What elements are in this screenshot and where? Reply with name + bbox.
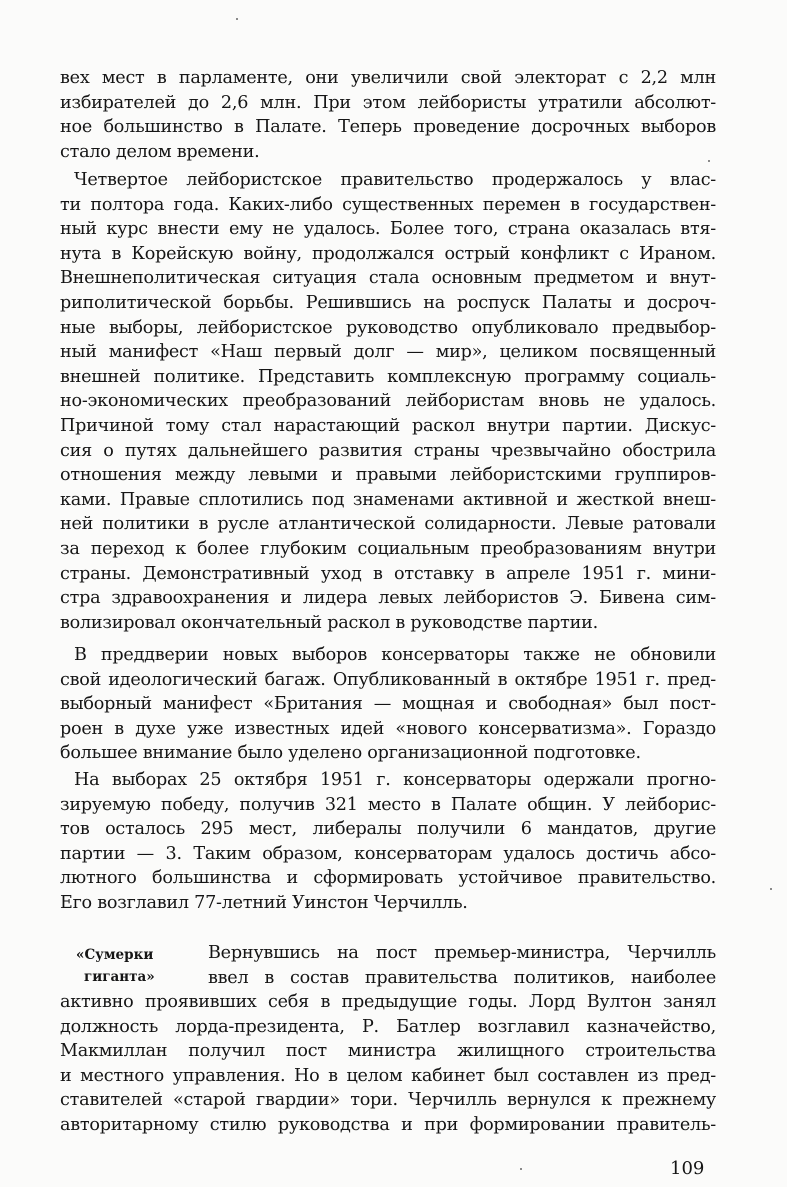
text-line: должность лорда-президента, Р. Батлер возглавил казначейство, — [60, 1016, 716, 1037]
text-line: волизировал окончательный раскол в руководстве партии. — [60, 612, 598, 633]
paragraph-4 — [60, 768, 716, 916]
text-line: выборный манифест «Британия — мощная и свободная» был пост- — [60, 694, 716, 715]
section-heading-line: гиганта» — [84, 969, 155, 985]
text-line: внешней политике. Представить комплексную программу социаль- — [60, 366, 716, 387]
text-line: ти полтора года. Каких-либо существенных перемен в государствен- — [60, 194, 716, 215]
text-line: отношения между левыми и правыми лейбористскими группиров- — [60, 465, 716, 486]
text-line: ный манифест «Наш первый долг — мир», целиком посвященный — [60, 342, 716, 363]
scan-speck — [708, 160, 710, 162]
section-heading — [76, 944, 196, 988]
text-line: ное большинство в Палате. Теперь проведение досрочных выборов — [60, 117, 716, 138]
text-line: вех мест в парламенте, они увеличили свой электорат с 2,2 млн — [60, 68, 716, 88]
paragraph-3 — [60, 643, 716, 766]
text-line: роен в духе уже известных идей «нового консерватизма». Гораздо — [60, 718, 716, 739]
text-line: ней политики в русле атлантической солидарности. Левые ратовали — [60, 514, 716, 535]
text-line: страны. Демонстративный уход в отставку в апреле 1951 г. мини- — [60, 563, 716, 584]
text-line: нута в Корейскую войну, продолжался острый конфликт с Ираном. — [60, 243, 716, 264]
text-line: и местного управления. Но в целом кабинет был составлен из пред- — [60, 1065, 716, 1086]
text-line: Четвертое лейбористское правительство продержалось у влас- — [74, 170, 716, 190]
text-line: стра здравоохранения и лидера левых лейбористов Э. Бивена сим- — [60, 588, 716, 609]
text-line: авторитарному стилю руководства и при формировании правитель- — [60, 1114, 716, 1135]
text-line: большее внимание было уделено организационной подготовке. — [60, 743, 641, 764]
text-line: Вернувшись на пост премьер-министра, Черчилль — [208, 943, 716, 963]
text-line: за переход к более глубоким социальным преобразованиям внутри — [60, 538, 716, 559]
text-line: избирателей до 2,6 млн. При этом лейбористы утратили абсолют- — [60, 92, 716, 113]
text-line: Его возглавил 77-летний Уинстон Черчилль. — [60, 892, 468, 913]
text-line: Внешнеполитическая ситуация стала основным предметом и внут- — [60, 268, 716, 289]
section-heading-line: «Сумерки — [76, 947, 154, 963]
text-line: риполитической борьбы. Решившись на роспуск Палаты и досроч- — [60, 292, 716, 313]
text-line: партии — 3. Таким образом, консерваторам удалось достичь абсо- — [60, 843, 716, 864]
text-line: ставителей «старой гвардии» тори. Черчилль вернулся к прежнему — [60, 1090, 716, 1111]
paragraph-2 — [60, 168, 716, 635]
text-line: ками. Правые сплотились под знаменами активной и жесткой внеш- — [60, 489, 716, 510]
text-line: лютного большинства и сформировать устойчивое правительство. — [60, 868, 716, 889]
text-line: свой идеологический багаж. Опубликованный в октябре 1951 г. пред- — [60, 669, 716, 690]
text-line: ввел в состав правительства политиков, наиболее — [208, 967, 716, 988]
text-line: В преддверии новых выборов консерваторы также не обновили — [74, 645, 716, 665]
scan-speck — [520, 1168, 522, 1170]
text-line: ные выборы, лейбористское руководство опубликовало предвыбор- — [60, 317, 716, 338]
text-line: На выборах 25 октября 1951 г. консерваторы одержали прогно- — [74, 770, 716, 790]
text-line: сия о путях дальнейшего развития страны чрезвычайно обострила — [60, 440, 716, 461]
text-line: тов осталось 295 мест, либералы получили 6 мандатов, другие — [60, 819, 716, 840]
paragraph-1 — [60, 66, 716, 164]
paragraph-5 — [60, 990, 716, 1138]
text-line: ный курс внести ему не удалось. Более того, страна оказалась втя- — [60, 219, 716, 240]
text-line: но-экономических преобразований лейбористам вновь не удалось. — [60, 391, 716, 412]
text-line: Макмиллан получил пост министра жилищного строительства — [60, 1041, 716, 1062]
paragraph-5-indented — [208, 941, 716, 990]
text-line: Причиной тому стал нарастающий раскол внутри партии. Дискус- — [60, 415, 716, 436]
text-line: зируемую победу, получив 321 место в Палате общин. У лейборис- — [60, 794, 716, 815]
scan-speck — [770, 888, 772, 890]
text-line: стало делом времени. — [60, 141, 260, 162]
scan-speck — [236, 18, 238, 20]
text-line: активно проявивших себя в предыдущие годы. Лорд Вултон занял — [60, 992, 716, 1012]
page-number: 109 — [670, 1158, 705, 1179]
